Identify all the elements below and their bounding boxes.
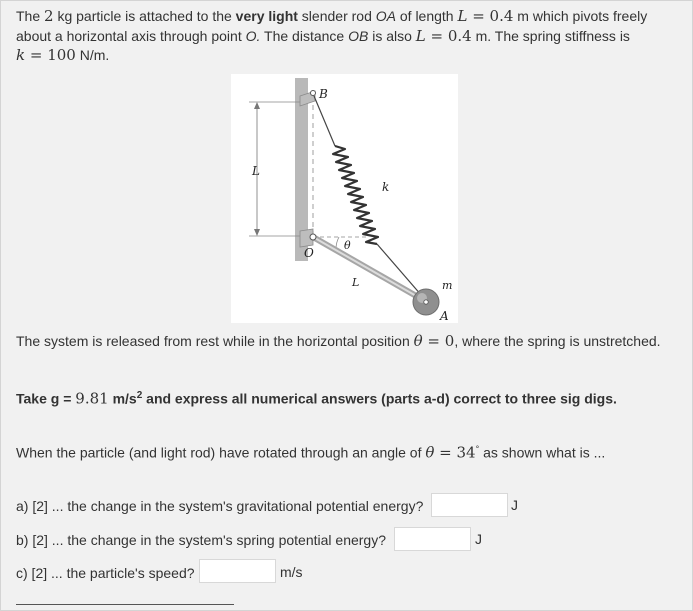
dimension-arrow-bottom [254,229,260,236]
instructions: Take g = 9.81 $m/s^2$ and express all numerical answers (parts a-d) correct to three sig digs. [16,389,617,408]
label-k: k [382,180,390,194]
question-a-input[interactable] [431,493,508,517]
release-statement: The system is released from rest while in the horizontal position θ = 0, where the spring is unstretched. [16,332,661,350]
question-c-unit: m/s [280,564,303,580]
label-l-dimension: L [252,164,260,178]
mechanism-figure [231,74,458,323]
spring-end-top [314,96,335,146]
angle-arc [336,237,339,248]
question-b-input[interactable] [394,527,471,551]
statement-line-2: about a horizontal axis through point O. The distance OB is also L = 0.4 m. The spring stiffness is [16,26,630,45]
question-c-input[interactable] [199,559,276,583]
pivot-o [310,234,316,240]
label-a: A [440,309,449,323]
pivot-a [424,300,428,304]
label-theta: θ [344,239,351,252]
spring [333,146,378,244]
question-c-label: c) [2] ... the particle's speed? [16,565,195,581]
question-b-label: b) [2] ... the change in the system's spring potential energy? [16,532,386,548]
rod-oa-highlight [313,237,425,301]
statement-line-3: k = 100 N/m. [16,46,110,64]
problem-statement [16,7,647,66]
label-o: O [304,246,314,260]
label-b: B [319,87,328,101]
label-l-rod: L [352,276,360,289]
mechanism-diagram [231,74,458,323]
label-m: m [442,279,453,292]
divider-line [16,604,234,605]
dimension-arrow-top [254,102,260,109]
question-a-label: a) [2] ... the change in the system's gravitational potential energy? [16,498,424,514]
question-a-unit: J [511,497,518,513]
statement-line-1: The 2 kg particle is attached to the very light slender rod OA of length L = 0.4 m which pivots freely [16,7,648,25]
pivot-b [311,91,316,96]
rotation-statement: When the particle (and light rod) have rotated through an angle of θ = 34° as shown what is ... [16,443,606,462]
question-b-unit: J [475,531,482,547]
